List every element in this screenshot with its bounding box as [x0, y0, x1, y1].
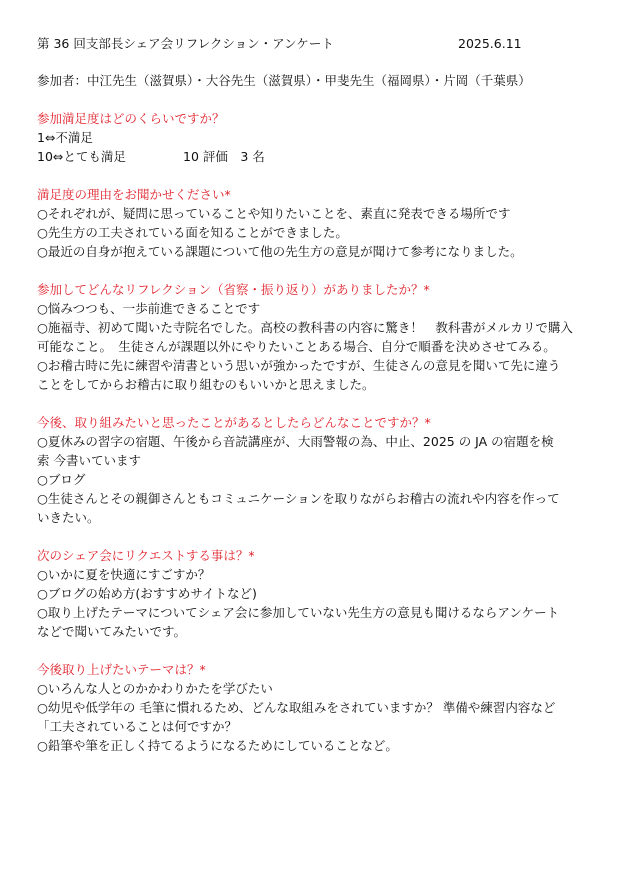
answer-line: ○最近の自身が抱えている課題について他の先生方の意見が聞けて参考になりました。	[37, 244, 523, 259]
answer-line: ○生徒さんとその親御さんともコミュニケーションを取りながらお稽古の流れや内容を作って	[37, 491, 560, 506]
section-satisfaction	[37, 109, 603, 166]
question-future: 今後、取り組みたいと思ったことがあるとしたらどんなことですか？*	[37, 415, 431, 430]
document-title: 第 36 回支部長シェア会リフレクション・アンケート	[37, 36, 334, 51]
section-reflection	[37, 280, 603, 394]
document-header	[37, 34, 603, 53]
answer-line: ○先生方の工夫されている面を知ることができました。	[37, 225, 348, 240]
answer-line: 索 今書いています	[37, 453, 141, 468]
answer-line: ○取り上げたテーマについてシェア会に参加していない先生方の意見も聞けるならアンケート	[37, 605, 560, 620]
section-themes	[37, 660, 603, 755]
answer-line: ことをしてからお稽古に取り組むのもいいかと思えました。	[37, 377, 375, 392]
answer-line: 可能なこと。 生徒さんが課題以外にやりたいことある場合、自分で順番を決めさせてみる。	[37, 339, 556, 354]
scale-high: 10⇔とても満足	[37, 149, 126, 164]
document-date: 2025.6.11	[458, 36, 522, 51]
question-reflection: 参加してどんなリフレクション（省察・振り返り）がありましたか？*	[37, 282, 430, 297]
question-themes: 今後取り上げたいテーマは？*	[37, 662, 206, 677]
scale-high-row	[37, 147, 603, 166]
answer-line: ○いかに夏を快適にすごすか？	[37, 567, 211, 582]
answer-line: ○幼児や低学年の 毛筆に慣れるため、どんな取組みをされていますか？ 準備や練習内容など	[37, 700, 556, 715]
question-request: 次のシェア会にリクエストする事は？*	[37, 548, 255, 563]
section-reasons	[37, 185, 603, 261]
answer-line: ○鉛筆や筆を正しく持てるようになるためにしていることなど。	[37, 738, 398, 753]
answer-line: ○それぞれが、疑問に思っていることや知りたいことを、素直に発表できる場所です	[37, 206, 511, 221]
question-reasons: 満足度の理由をお聞かせください*	[37, 187, 231, 202]
answer-line: ○夏休みの習字の宿題、午後から音読講座が、大雨警報の為、中止、2025 の JA の宿題を検	[37, 434, 554, 449]
document-page	[37, 34, 603, 755]
answer-line: ○ブログ	[37, 472, 86, 487]
answer-line: ○いろんな人とのかかわりかたを学びたい	[37, 681, 273, 696]
section-future	[37, 413, 603, 527]
answer-line: ○施福寺、初めて聞いた寺院名でした。高校の教科書の内容に驚き！ 教科書がメルカリで購入	[37, 320, 573, 335]
answer-line: いきたい。	[37, 510, 100, 525]
question-satisfaction: 参加満足度はどのくらいですか？	[37, 111, 225, 126]
answer-line: ○ブログの始め方(おすすめサイトなど)	[37, 586, 257, 601]
rating-result: 10 評価 3 名	[183, 149, 265, 164]
answer-line: ○お稽古時に先に練習や清書という思いが強かったですが、生徒さんの意見を聞いて先に違う	[37, 358, 561, 373]
answer-line: などで聞いてみたいです。	[37, 624, 187, 639]
section-request	[37, 546, 603, 641]
answer-line: 「工夫されていることは何ですか？	[37, 719, 238, 734]
scale-low: 1⇔不満足	[37, 130, 93, 145]
answer-line: ○悩みつつも、一歩前進できることです	[37, 301, 261, 316]
participants-line: 参加者：中江先生（滋賀県）・大谷先生（滋賀県）・甲斐先生（福岡県）・片岡（千葉県）	[37, 73, 531, 88]
